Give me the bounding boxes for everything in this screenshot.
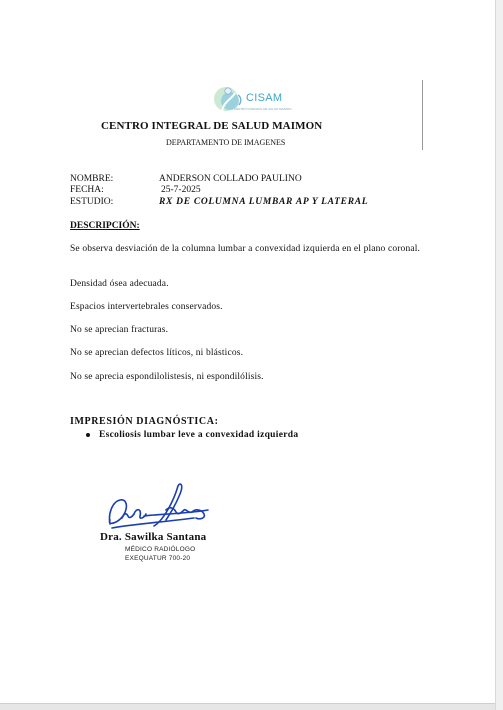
department-name: DEPARTAMENTO DE IMAGENES [166, 138, 286, 147]
date-label: FECHA: [70, 185, 104, 195]
study-value: RX DE COLUMNA LUMBAR AP Y LATERAL [159, 197, 369, 207]
description-paragraph: Densidad ósea adecuada. [70, 279, 169, 289]
organization-name: CENTRO INTEGRAL DE SALUD MAIMON [101, 120, 323, 132]
description-paragraph: No se aprecia espondilolistesis, ni espondilólisis. [70, 372, 264, 382]
name-label: NOMBRE: [70, 174, 114, 184]
impression-item [86, 430, 298, 440]
viewer-scrollbar[interactable] [495, 0, 503, 710]
description-title: DESCRIPCIÓN: [70, 221, 140, 231]
signature-title: MÉDICO RADIÓLOGO [125, 546, 196, 553]
study-label: ESTUDIO: [70, 197, 114, 207]
bullet-icon [86, 433, 90, 437]
signature-name: Dra. Sawilka Santana [100, 531, 207, 543]
description-paragraph: No se aprecian defectos líticos, ni blásticos. [70, 348, 244, 358]
logo-text: CISAM [246, 92, 283, 104]
description-paragraph: No se aprecian fracturas. [70, 325, 169, 335]
header-divider [422, 80, 423, 150]
description-paragraph: Se observa desviación de la columna lumbar a convexidad izquierda en el plano coronal. [70, 244, 421, 254]
impression-item-text: Escoliosis lumbar leve a convexidad izquierda [99, 430, 299, 440]
description-paragraph: Espacios intervertebrales conservados. [70, 302, 223, 312]
logo-subtext: CENTRO INTEGRAL DE SALUD MAIMON [234, 107, 292, 111]
impression-title: IMPRESIÓN DIAGNÓSTICA: [70, 416, 219, 427]
clinic-logo [208, 83, 292, 115]
handwritten-signature [104, 480, 212, 532]
date-value: 25-7-2025 [161, 185, 201, 195]
name-value: ANDERSON COLLADO PAULINO [159, 174, 302, 184]
signature-exequatur: EXEQUATUR 700-20 [125, 555, 191, 562]
